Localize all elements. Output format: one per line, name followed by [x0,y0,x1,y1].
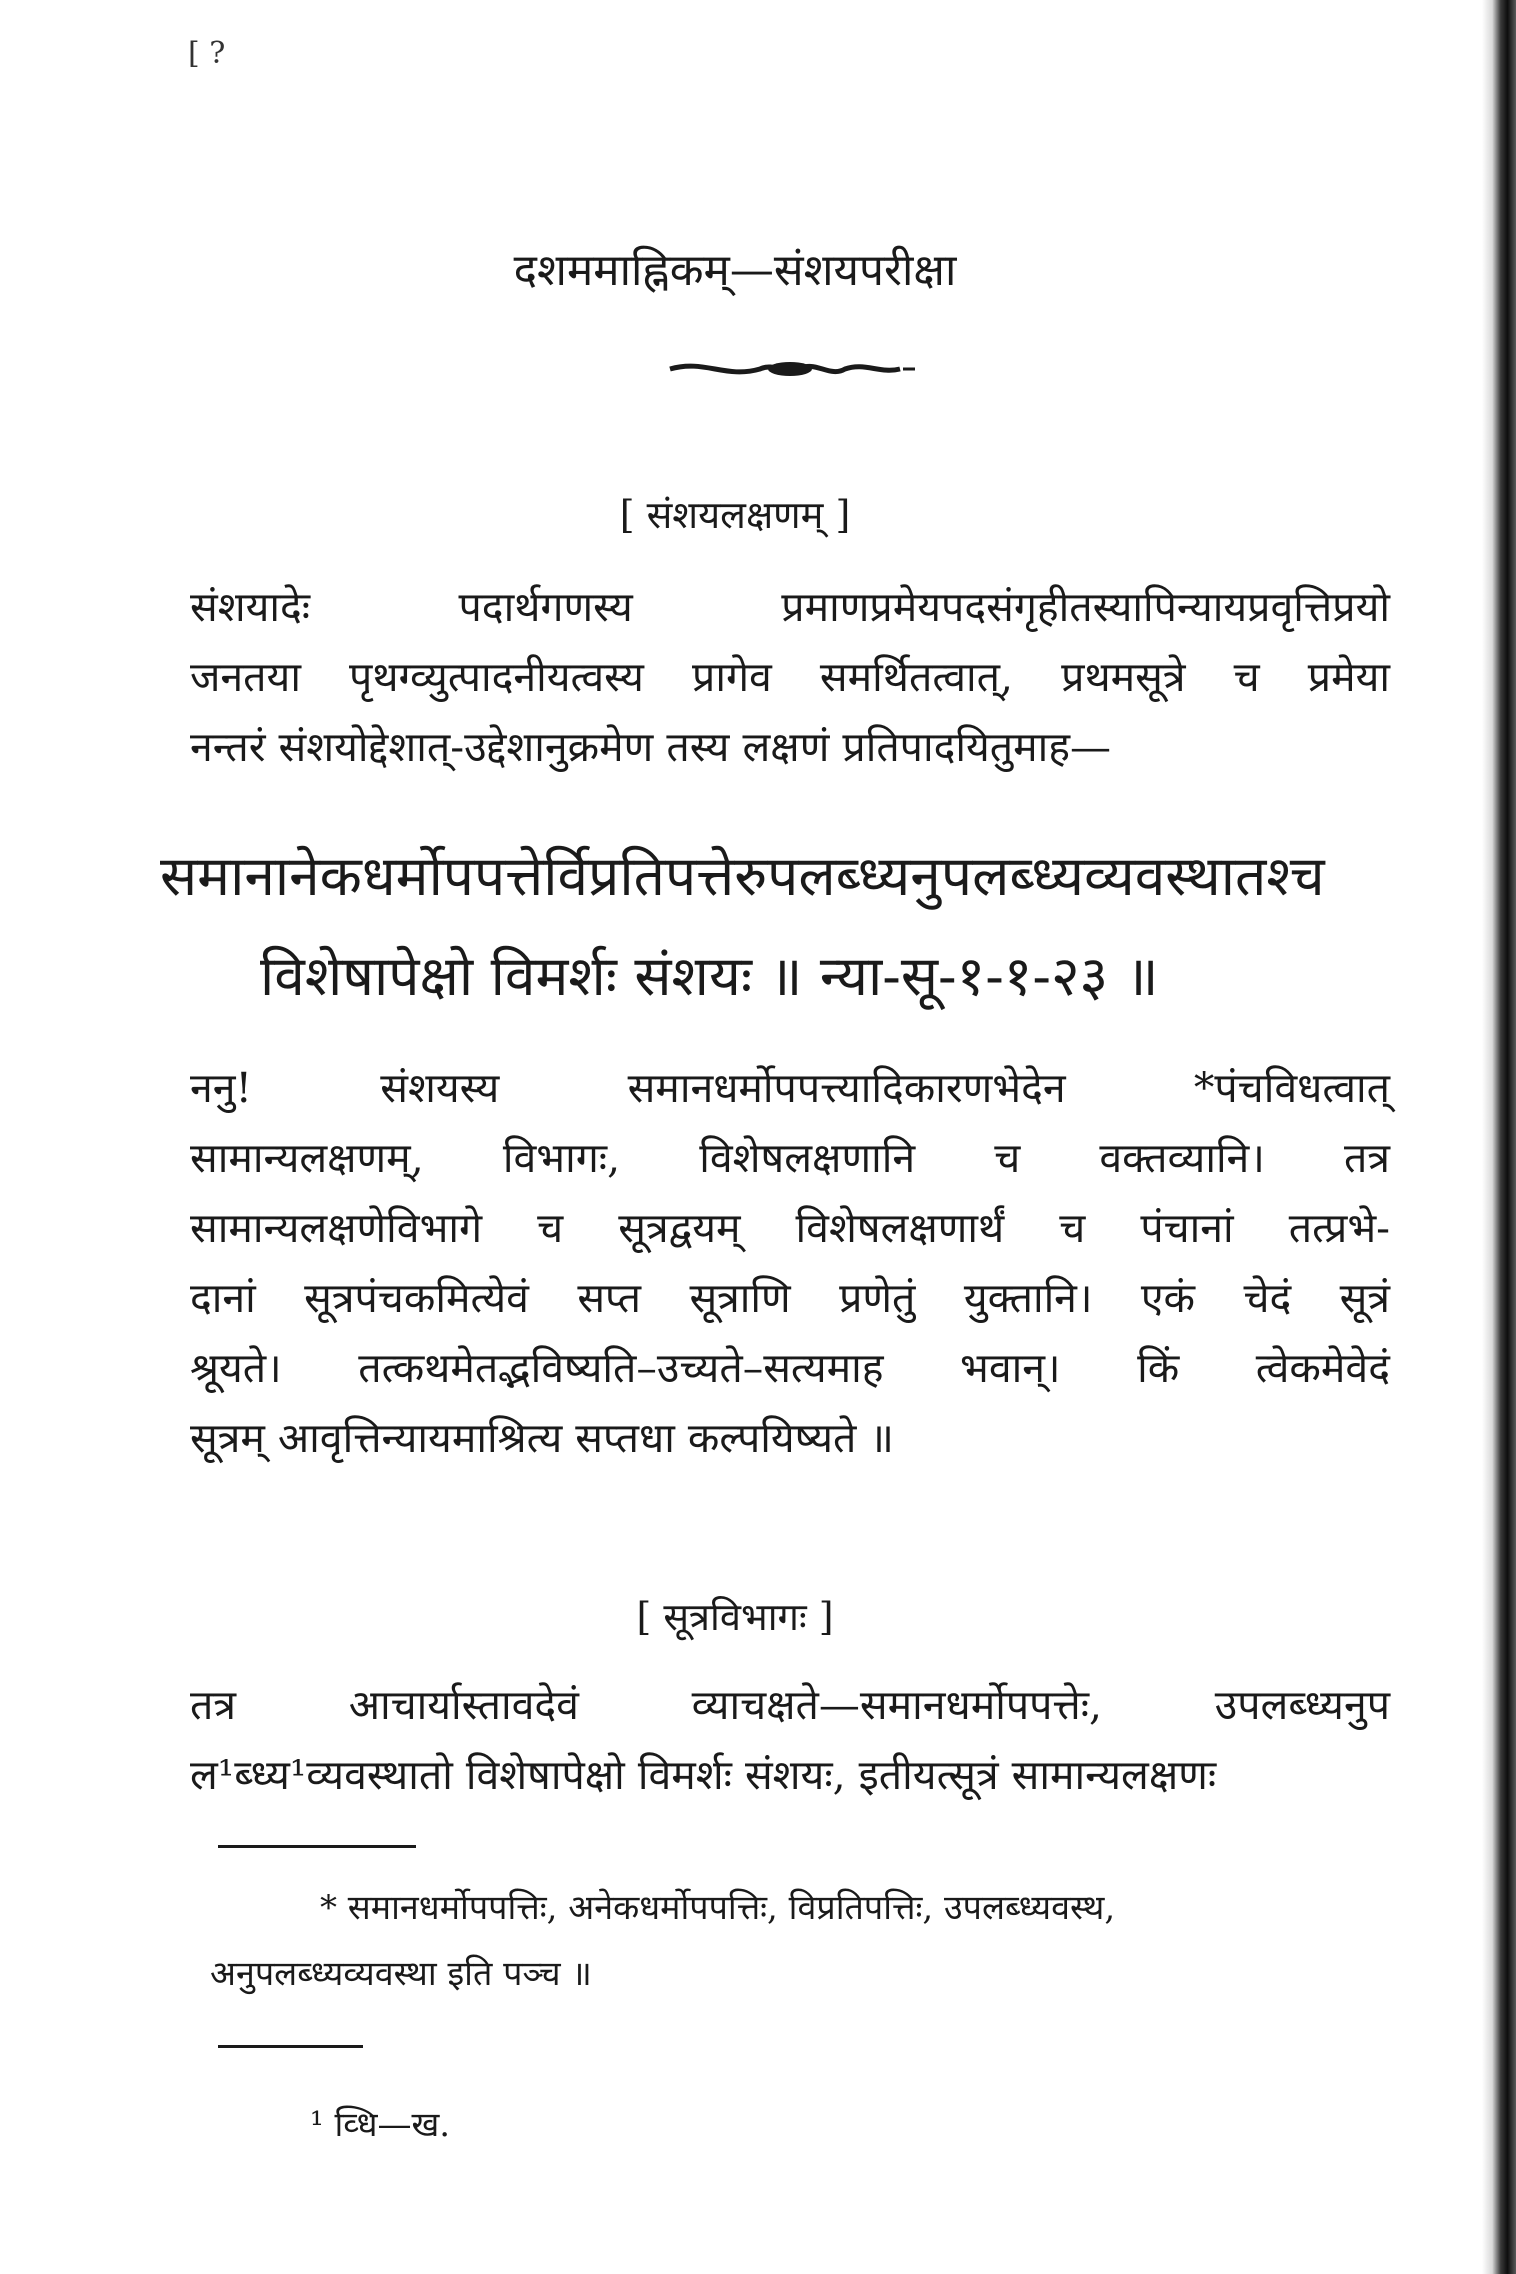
discussion-line: श्रूयते। तत्कथमेतद्भविष्यति–उच्यते–सत्यमाह भवान्। किं त्वेकमेवेदं [190,1344,1390,1392]
division-line: तत्र आचार्यास्तावदेवं व्याचक्षते—समानधर्मोपपत्तेः, उपलब्ध्यनुप [190,1681,1390,1729]
footnote-rule [218,1845,416,1848]
division-line: ल¹ब्ध्य¹व्यवस्थातो विशेषापेक्षो विमर्शः संशयः, इतीयत्सूत्रं सामान्यलक्षणः [190,1751,1217,1799]
footnote-line: * समानधर्मोपपत्तिः, अनेकधर्मोपपत्तिः, विप्रतिपत्तिः, उपलब्ध्यवस्थ, [320,1888,1116,1928]
footnote-line: अनुपलब्ध्यव्यवस्था इति पञ्च ॥ [210,1954,592,1994]
section-title-sutra-vibhaga: [ सूत्रविभागः ] [636,1595,834,1639]
ornament-divider [665,354,915,384]
discussion-line: ननु! संशयस्य समानधर्मोपपत्त्यादिकारणभेदेन *पंचविधत्वात् [190,1064,1390,1112]
discussion-line: सामान्यलक्षणेविभागे च सूत्रद्वयम् विशेषलक्षणार्थं च पंचानां तत्प्रभे- [190,1204,1390,1252]
intro-line: संशयादेः पदार्थगणस्य प्रमाणप्रमेयपदसंगृहीतस्यापिन्यायप्रवृत्तिप्रयो [190,583,1390,631]
corner-mark: [ ? [188,36,226,71]
footnote-star [190,1875,1430,2007]
sutra-text [160,826,1410,1026]
intro-line: जनतया पृथग्व्युत्पादनीयत्वस्य प्रागेव समर्थितत्वात्, प्रथमसूत्रे च प्रमेया [190,653,1390,701]
intro-line: नन्तरं संशयोद्देशात्-उद्देशानुक्रमेण तस्य लक्षणं प्रतिपादयितुमाह— [190,723,1112,771]
book-binding-edge [1482,0,1516,2274]
discussion-paragraph [190,1053,1390,1473]
section-title-samshaya-lakshana: [ संशयलक्षणम् ] [619,493,851,537]
sutra-line: विशेषापेक्षो विमर्शः संशयः ॥ न्या-सू-१-१-२३ ॥ [260,944,1159,1008]
sutra-line: समानानेकधर्मोपपत्तेर्विप्रतिपत्तेरुपलब्ध्यनुपलब्ध्यव्यवस्थातश्च [160,844,1325,908]
chapter-heading: दशममाह्निकम्—संशयपरीक्षा [513,245,957,296]
footnote-1: ¹ व्धि—ख. [310,2105,451,2145]
footnote-rule-2 [218,2045,363,2048]
discussion-line: सूत्रम् आवृत्तिन्यायमाश्रित्य सप्तधा कल्पयिष्यते ॥ [190,1414,894,1462]
discussion-line: सामान्यलक्षणम्, विभागः, विशेषलक्षणानि च वक्तव्यानि। तत्र [190,1134,1390,1182]
intro-paragraph [190,572,1390,782]
discussion-line: दानां सूत्रपंचकमित्येवं सप्त सूत्राणि प्रणेतुं युक्तानि। एकं चेदं सूत्रं [190,1274,1390,1322]
division-paragraph [190,1670,1390,1810]
